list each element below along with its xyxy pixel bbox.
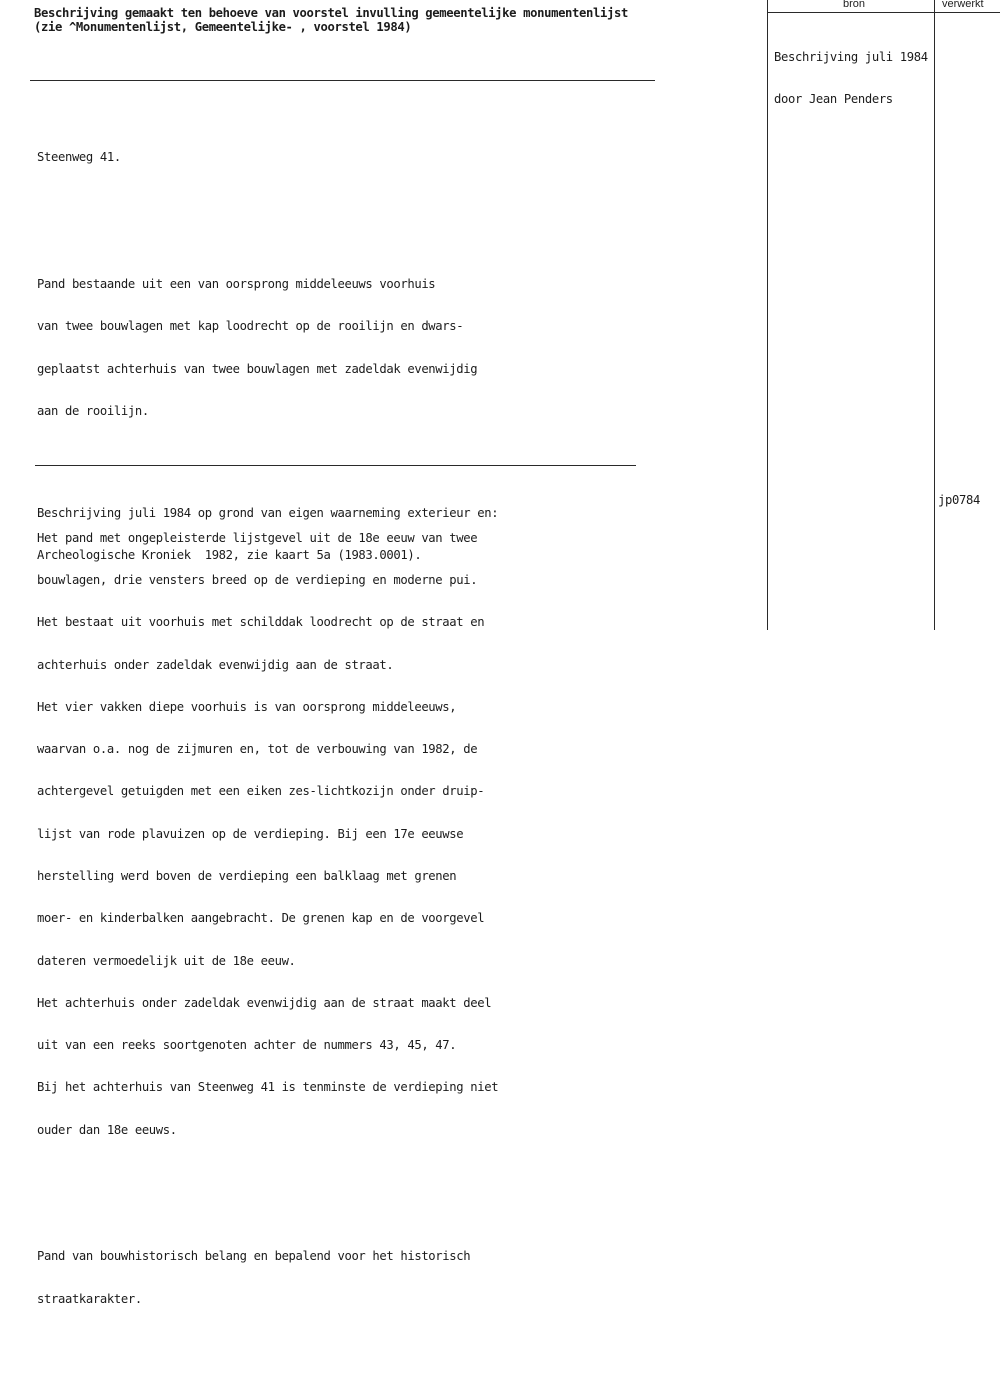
paragraph-3-line: Pand van bouwhistorisch belang en bepalend voor het historisch xyxy=(37,1249,471,1264)
bron-note-line-2: door Jean Penders xyxy=(774,92,893,106)
source-divider xyxy=(35,465,636,466)
column-header-underline xyxy=(767,12,1000,13)
paragraph-3 xyxy=(37,1221,498,1334)
paragraph-1-line: aan de rooilijn. xyxy=(37,403,149,418)
paragraph-2-line: herstelling werd boven de verdieping een balklaag met grenen xyxy=(37,868,457,883)
header-line-1: Beschrijving gemaakt ten behoeve van voorstel invulling gemeentelijke monumentenlijst xyxy=(34,6,628,20)
header-divider xyxy=(30,80,655,81)
paragraph-1-line: Pand bestaande uit een van oorsprong middeleeuws voorhuis xyxy=(37,277,436,292)
paragraph-2-line: lijst van rode plavuizen op de verdieping. Bij een 17e eeuwse xyxy=(37,826,464,841)
paragraph-1-line: van twee bouwlagen met kap loodrecht op de rooilijn en dwars- xyxy=(37,319,464,334)
paragraph-1 xyxy=(37,249,498,446)
reference-code: jp0784 xyxy=(938,493,980,507)
paragraph-2-line: moer- en kinderbalken aangebracht. De grenen kap en de voorgevel xyxy=(37,911,485,926)
paragraph-2 xyxy=(37,503,498,1165)
header-line-2: (zie ^Monumentenlijst, Gemeentelijke- , voorstel 1984) xyxy=(34,20,412,34)
paragraph-2-line: ouder dan 18e eeuws. xyxy=(37,1122,177,1137)
bron-column-left-border xyxy=(767,0,768,630)
paragraph-2-line: Het vier vakken diepe voorhuis is van oorsprong middeleeuws, xyxy=(37,699,457,714)
verwerkt-column-header: verwerkt xyxy=(942,0,984,10)
paragraph-2-line: uit van een reeks soortgenoten achter de nummers 43, 45, 47. xyxy=(37,1038,457,1053)
paragraph-2-line: Bij het achterhuis van Steenweg 41 is tenminste de verdieping niet xyxy=(37,1080,499,1095)
address-heading xyxy=(37,122,498,192)
description-body xyxy=(37,94,498,1376)
address-text: Steenweg 41. xyxy=(37,150,121,165)
bron-note-line-1: Beschrijving juli 1984 xyxy=(774,50,928,64)
paragraph-2-line: bouwlagen, drie vensters breed op de verdieping en moderne pui. xyxy=(37,573,478,587)
source-line-1: Beschrijving juli 1984 op grond van eigen waarneming exterieur en: xyxy=(37,506,499,521)
bron-note xyxy=(774,22,928,134)
source-block xyxy=(37,478,498,591)
paragraph-2-line: Het pand met ongepleisterde lijstgevel uit de 18e eeuw van twee xyxy=(37,530,478,545)
paragraph-2-line: Het achterhuis onder zadeldak evenwijdig aan de straat maakt deel xyxy=(37,995,492,1010)
source-line-2: Archeologische Kroniek 1982, zie kaart 5a (1983.0001). xyxy=(37,548,422,563)
verwerkt-column-left-border xyxy=(934,0,935,630)
paragraph-2-line: waarvan o.a. nog de zijmuren en, tot de verbouwing van 1982, de xyxy=(37,742,478,757)
bron-column-header: bron xyxy=(843,0,866,10)
paragraph-1-line: geplaatst achterhuis van twee bouwlagen met zadeldak evenwijdig xyxy=(37,361,478,376)
paragraph-2-line: Het bestaat uit voorhuis met schilddak loodrecht op de straat en xyxy=(37,615,485,630)
paragraph-2-line: dateren vermoedelijk uit de 18e eeuw. xyxy=(37,953,296,968)
paragraph-2-line: achtergevel getuigden met een eiken zes-lichtkozijn onder druip- xyxy=(37,784,485,799)
paragraph-2-line: achterhuis onder zadeldak evenwijdig aan de straat. xyxy=(37,657,394,672)
paragraph-3-line: straatkarakter. xyxy=(37,1291,142,1306)
